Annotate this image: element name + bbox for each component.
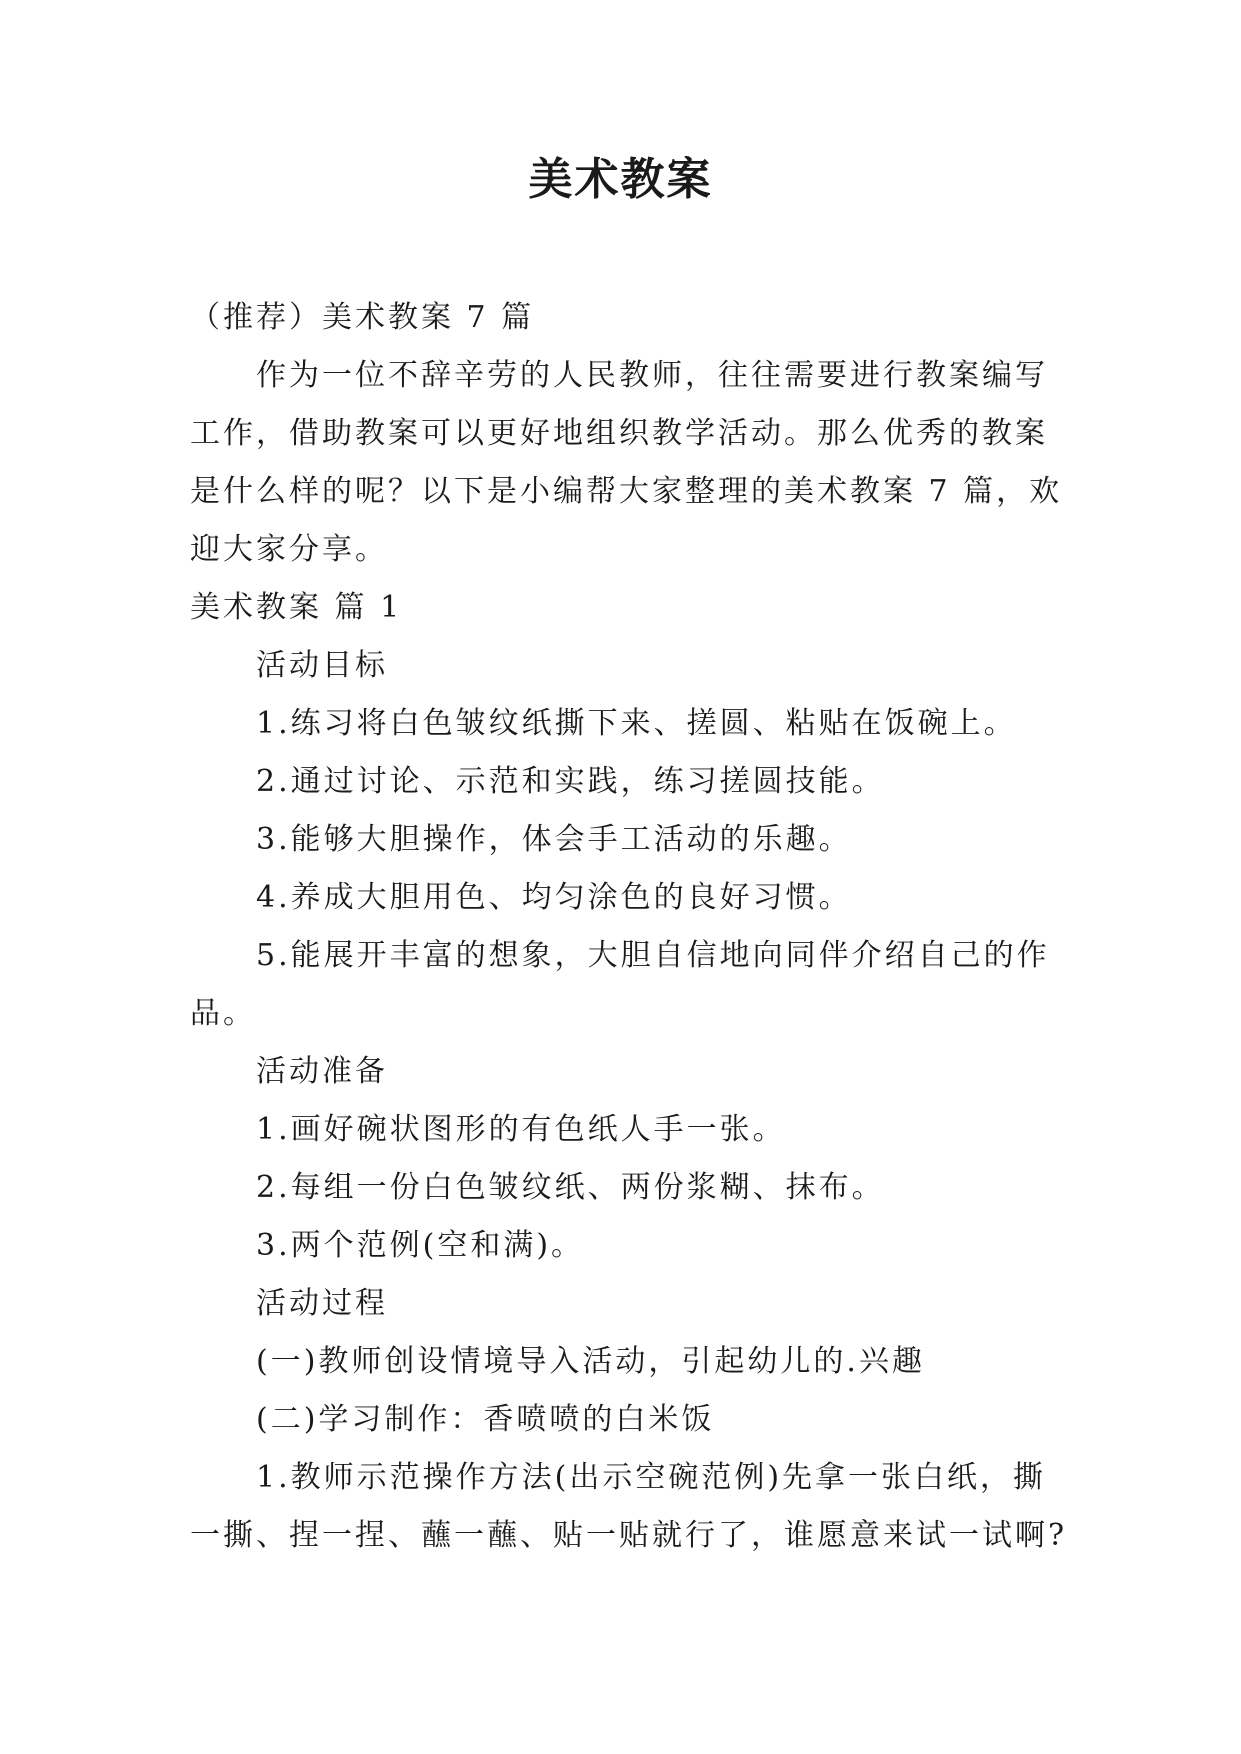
process-detail-line-2: 一撕、捏一捏、蘸一蘸、贴一贴就行了，谁愿意来试一试啊? <box>190 1518 1068 1553</box>
process-step-2: (二)学习制作：香喷喷的白米饭 <box>256 1402 715 1437</box>
prep-item-1: 1.画好碗状图形的有色纸人手一张。 <box>256 1112 786 1147</box>
prep-heading: 活动准备 <box>256 1054 388 1089</box>
goal-item-3: 3.能够大胆操作，体会手工活动的乐趣。 <box>256 822 852 857</box>
goal-item-1: 1.练习将白色皱纹纸撕下来、搓圆、粘贴在饭碗上。 <box>256 706 1017 741</box>
process-step-1: (一)教师创设情境导入活动，引起幼儿的.兴趣 <box>256 1344 925 1379</box>
intro-line-2: 工作，借助教案可以更好地组织教学活动。那么优秀的教案 <box>190 416 1048 451</box>
goals-heading: 活动目标 <box>256 648 388 683</box>
intro-line-3: 是什么样的呢？以下是小编帮大家整理的美术教案 7 篇，欢 <box>190 474 1063 509</box>
goal-item-2: 2.通过讨论、示范和实践，练习搓圆技能。 <box>256 764 885 799</box>
page-title: 美术教案 <box>528 154 713 205</box>
process-detail-line-1: 1.教师示范操作方法(出示空碗范例)先拿一张白纸，撕 <box>256 1460 1047 1495</box>
goal-item-5-line-2: 品。 <box>190 996 256 1031</box>
subtitle: （推荐）美术教案 7 篇 <box>190 300 535 335</box>
goal-item-5-line-1: 5.能展开丰富的想象，大胆自信地向同伴介绍自己的作 <box>256 938 1050 973</box>
process-heading: 活动过程 <box>256 1286 388 1321</box>
intro-line-4: 迎大家分享。 <box>190 532 388 567</box>
prep-item-2: 2.每组一份白色皱纹纸、两份浆糊、抹布。 <box>256 1170 885 1205</box>
goal-item-4: 4.养成大胆用色、均匀涂色的良好习惯。 <box>256 880 852 915</box>
section-heading: 美术教案 篇 1 <box>190 590 403 625</box>
intro-line-1: 作为一位不辞辛劳的人民教师，往往需要进行教案编写 <box>256 358 1048 393</box>
prep-item-3: 3.两个范例(空和满)。 <box>256 1228 585 1263</box>
document-body <box>190 289 1068 1565</box>
